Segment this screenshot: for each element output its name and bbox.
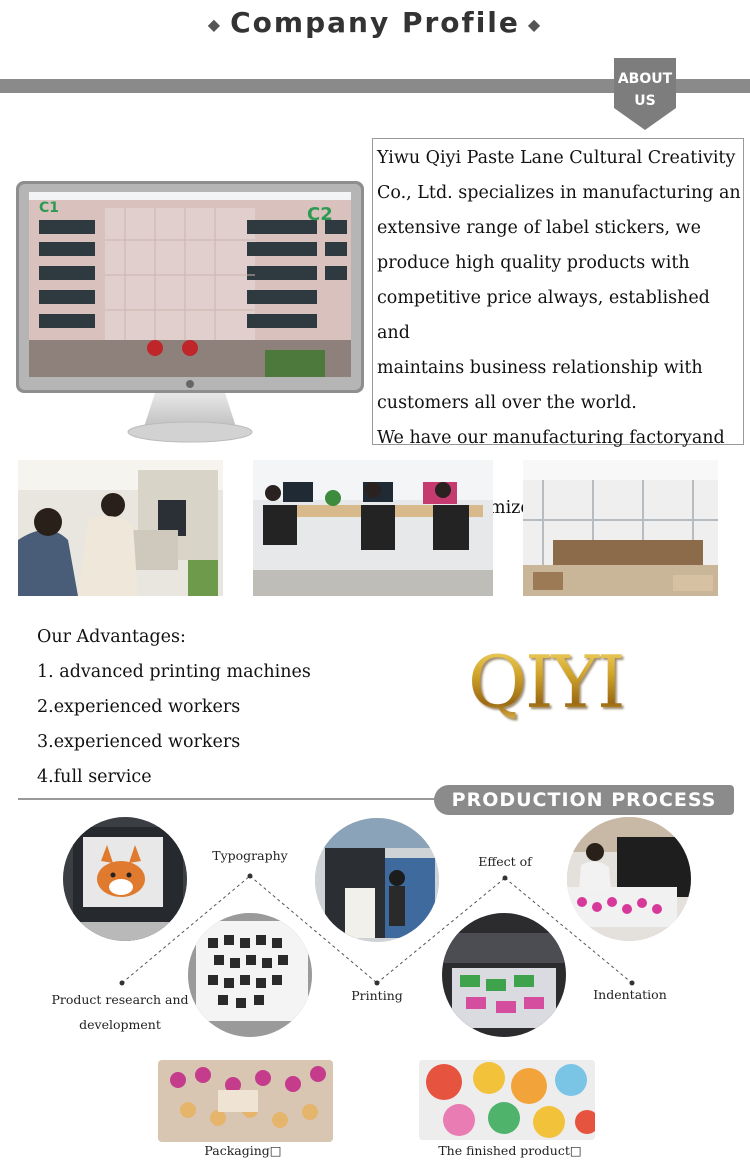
svg-text:C2: C2 [307, 204, 333, 225]
advantages-title: Our Advantages: [37, 627, 186, 647]
process-photo-printing-machine [315, 818, 439, 942]
step-label-indentation: Indentation [593, 987, 667, 1002]
step-label-typography: Typography [212, 848, 288, 863]
intro-line: Yiwu Qiyi Paste Lane Cultural Creativity [377, 148, 736, 168]
step-label-finished: The finished product□ [438, 1143, 582, 1158]
intro-line: customers all over the world. [377, 393, 637, 413]
process-photo-typography-sheet [188, 913, 312, 1037]
finished-product-photo [419, 1060, 595, 1140]
us-label: US [634, 93, 656, 109]
svg-text:C1: C1 [39, 200, 60, 216]
diamond-icon: ◆ [527, 14, 543, 34]
about-label: ABOUT [617, 71, 673, 87]
intro-line: We have our manufacturing factoryand [377, 428, 725, 448]
process-photo-design [63, 817, 187, 941]
qiyi-logo: QIYI [468, 640, 624, 724]
step-label-research-2: development [79, 1017, 161, 1032]
advantage-item: 2.experienced workers [37, 697, 241, 717]
step-label-research: Product research and [51, 992, 189, 1007]
intro-line: Co., Ltd. specializes in manufacturing an [377, 183, 741, 203]
advantage-item: 3.experienced workers [37, 732, 241, 752]
page-title-text: Company Profile [230, 6, 520, 39]
step-label-effect: Effect of [478, 854, 532, 869]
packaging-photo [158, 1060, 333, 1142]
process-photo-printed-effect [442, 913, 566, 1037]
step-label-printing: Printing [351, 988, 403, 1003]
advantage-item: 1. advanced printing machines [37, 662, 311, 682]
diamond-icon: ◆ [207, 14, 223, 34]
advantage-item: 4.full service [37, 767, 152, 787]
step-label-packaging: Packaging□ [204, 1143, 282, 1158]
intro-line: maintains business relationship with [377, 358, 703, 378]
intro-line: extensive range of label stickers, we [377, 218, 701, 238]
intro-line: competitive price always, established and [377, 288, 710, 343]
intro-line: produce high quality products with [377, 253, 690, 273]
process-photo-cutting [567, 817, 691, 941]
production-process-tag: PRODUCTION PROCESS [434, 785, 734, 815]
